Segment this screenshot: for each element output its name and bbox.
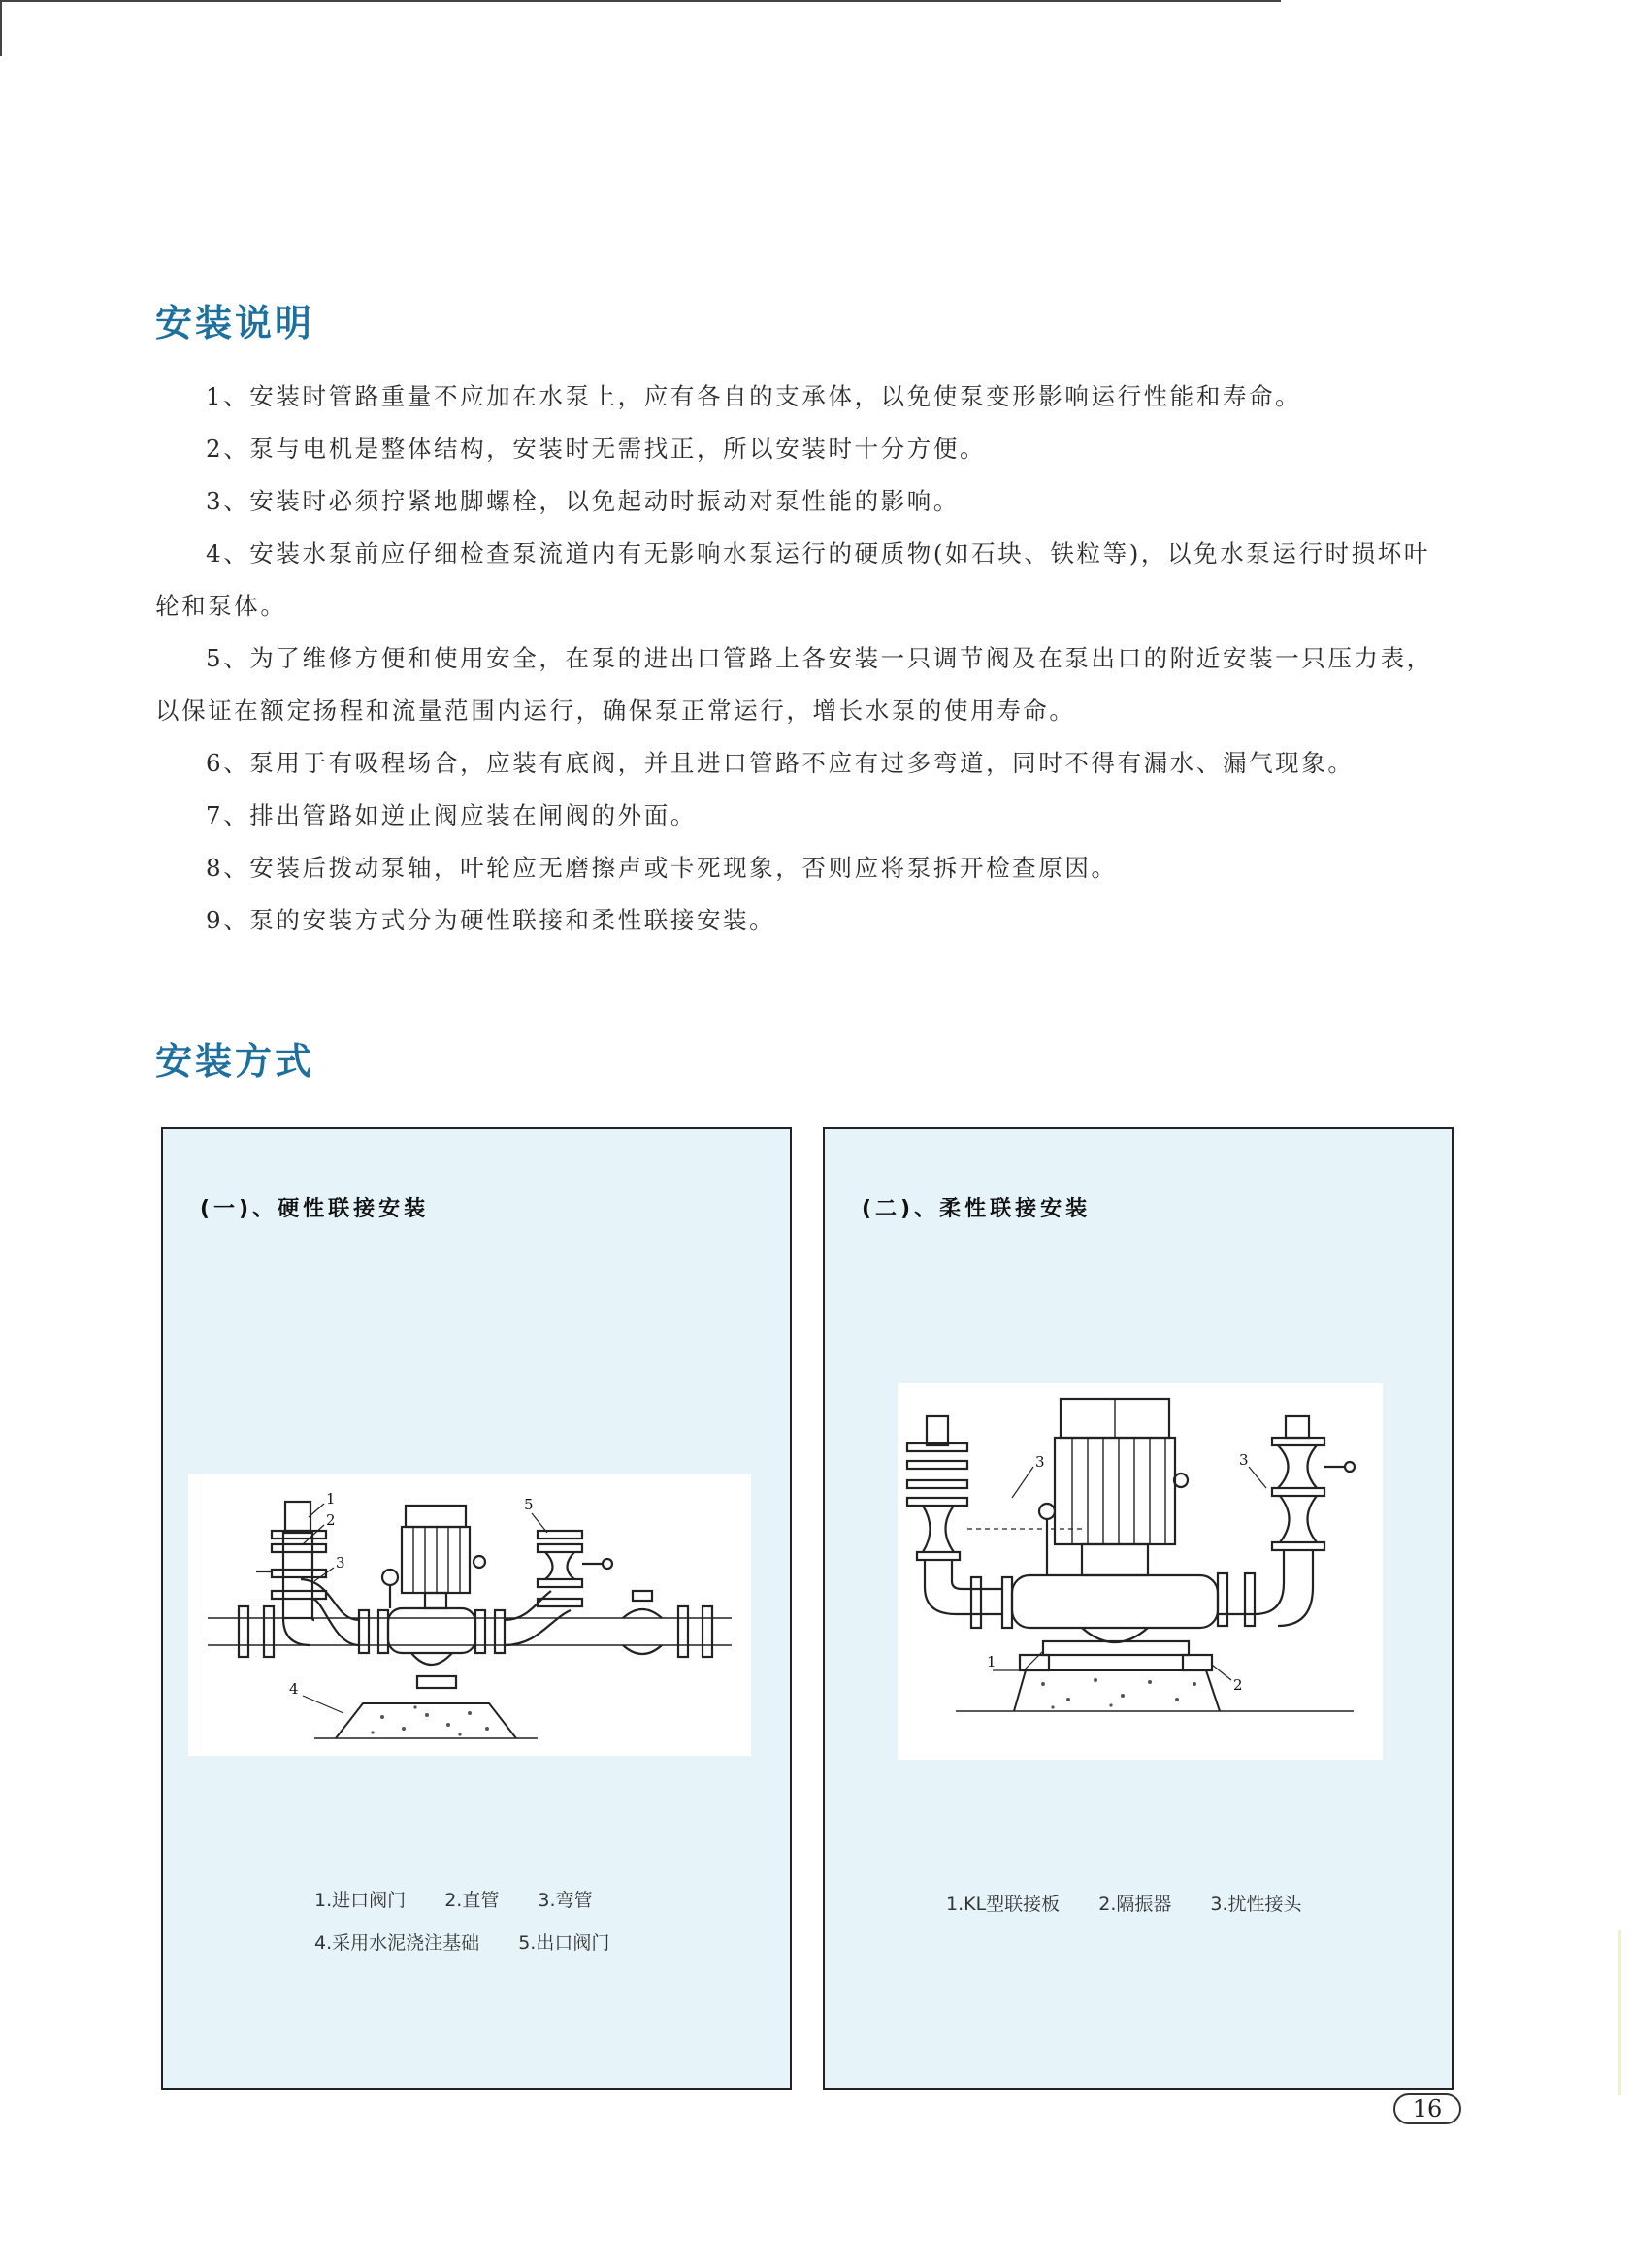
- legend-item: 5.出口阀门: [518, 1932, 610, 1954]
- page-number: 16: [1393, 2093, 1461, 2124]
- callout-2: 2: [326, 1511, 336, 1529]
- install-step: 5、为了维修方便和使用安全，在泵的进出口管路上各安装一只调节阀及在泵出口的附近安装一只压力表，以保证在额定扬程和流量范围内运行，确保泵正常运行，增长水泵的使用寿命。: [155, 644, 1433, 725]
- callout-4: 4: [289, 1680, 299, 1698]
- outlet-valve-stack: [538, 1531, 612, 1606]
- rigid-installation-panel: [161, 1127, 792, 2090]
- callout-3: 3: [1239, 1451, 1249, 1469]
- install-step: 3、安装时必须拧紧地脚螺栓，以免起动时振动对泵性能的影响。: [206, 487, 960, 515]
- scan-edge-top: [0, 0, 1281, 2]
- install-step: 6、泵用于有吸程场合，应装有底阀，并且进口管路不应有过多弯道，同时不得有漏水、漏气现象。: [206, 749, 1355, 777]
- rigid-legend-row-2: [314, 1928, 642, 1955]
- legend-item: 2.隔振器: [1098, 1894, 1172, 1915]
- left-valve-stack: [907, 1416, 967, 1560]
- pump-body: [1012, 1575, 1218, 1655]
- legend-item: 3.扰性接头: [1210, 1894, 1302, 1915]
- install-steps-list: [155, 371, 1455, 947]
- pump-body: [388, 1608, 475, 1688]
- legend-item: 2.直管: [444, 1890, 500, 1911]
- flexible-installation-diagram: [898, 1383, 1383, 1760]
- scan-edge-left: [0, 0, 2, 56]
- install-step: 2、泵与电机是整体结构，安装时无需找正，所以安装时十分方便。: [206, 435, 987, 463]
- callout-3: 3: [336, 1554, 345, 1571]
- install-step: 8、安装后拨动泵轴，叶轮应无磨擦声或卡死现象，否则应将泵拆开检查原因。: [206, 854, 1118, 882]
- install-methods-heading: 安装方式: [155, 1040, 315, 1083]
- legend-item: 4.采用水泥浇注基础: [314, 1932, 480, 1954]
- flexible-installation-panel: [823, 1127, 1454, 2090]
- callout-1: 1: [326, 1490, 336, 1507]
- callout-1: 1: [987, 1653, 997, 1670]
- callout-2: 2: [1233, 1676, 1243, 1694]
- install-step: 9、泵的安装方式分为硬性联接和柔性联接安装。: [206, 906, 776, 934]
- flexible-panel-title: (二)、柔性联接安装: [862, 1197, 1092, 1221]
- motor: [402, 1506, 485, 1608]
- scan-edge-right: [1618, 1930, 1621, 2095]
- rigid-panel-title: (一)、硬性联接安装: [200, 1197, 430, 1221]
- rigid-legend-row-1: [314, 1886, 626, 1912]
- motor: [1055, 1399, 1188, 1575]
- rigid-installation-diagram: [188, 1474, 751, 1756]
- legend-item: 1.进口阀门: [314, 1890, 407, 1911]
- install-step: 4、安装水泵前应仔细检查泵流道内有无影响水泵运行的硬质物(如石块、铁粒等)，以免水泵运行时损坏叶轮和泵体。: [155, 539, 1430, 620]
- callout-3: 3: [1035, 1453, 1045, 1471]
- legend-item: 3.弯管: [538, 1890, 593, 1911]
- right-valve-stack: [1272, 1416, 1355, 1550]
- install-step: 7、排出管路如逆止阀应装在闸阀的外面。: [206, 801, 697, 829]
- legend-item: 1.KL型联接板: [946, 1894, 1061, 1915]
- install-step: 1、安装时管路重量不应加在水泵上，应有各自的支承体，以免使泵变形影响运行性能和寿命。: [206, 382, 1302, 410]
- install-notes-heading: 安装说明: [155, 302, 315, 344]
- callout-5: 5: [524, 1496, 534, 1513]
- flexible-legend-row: [946, 1890, 1335, 1916]
